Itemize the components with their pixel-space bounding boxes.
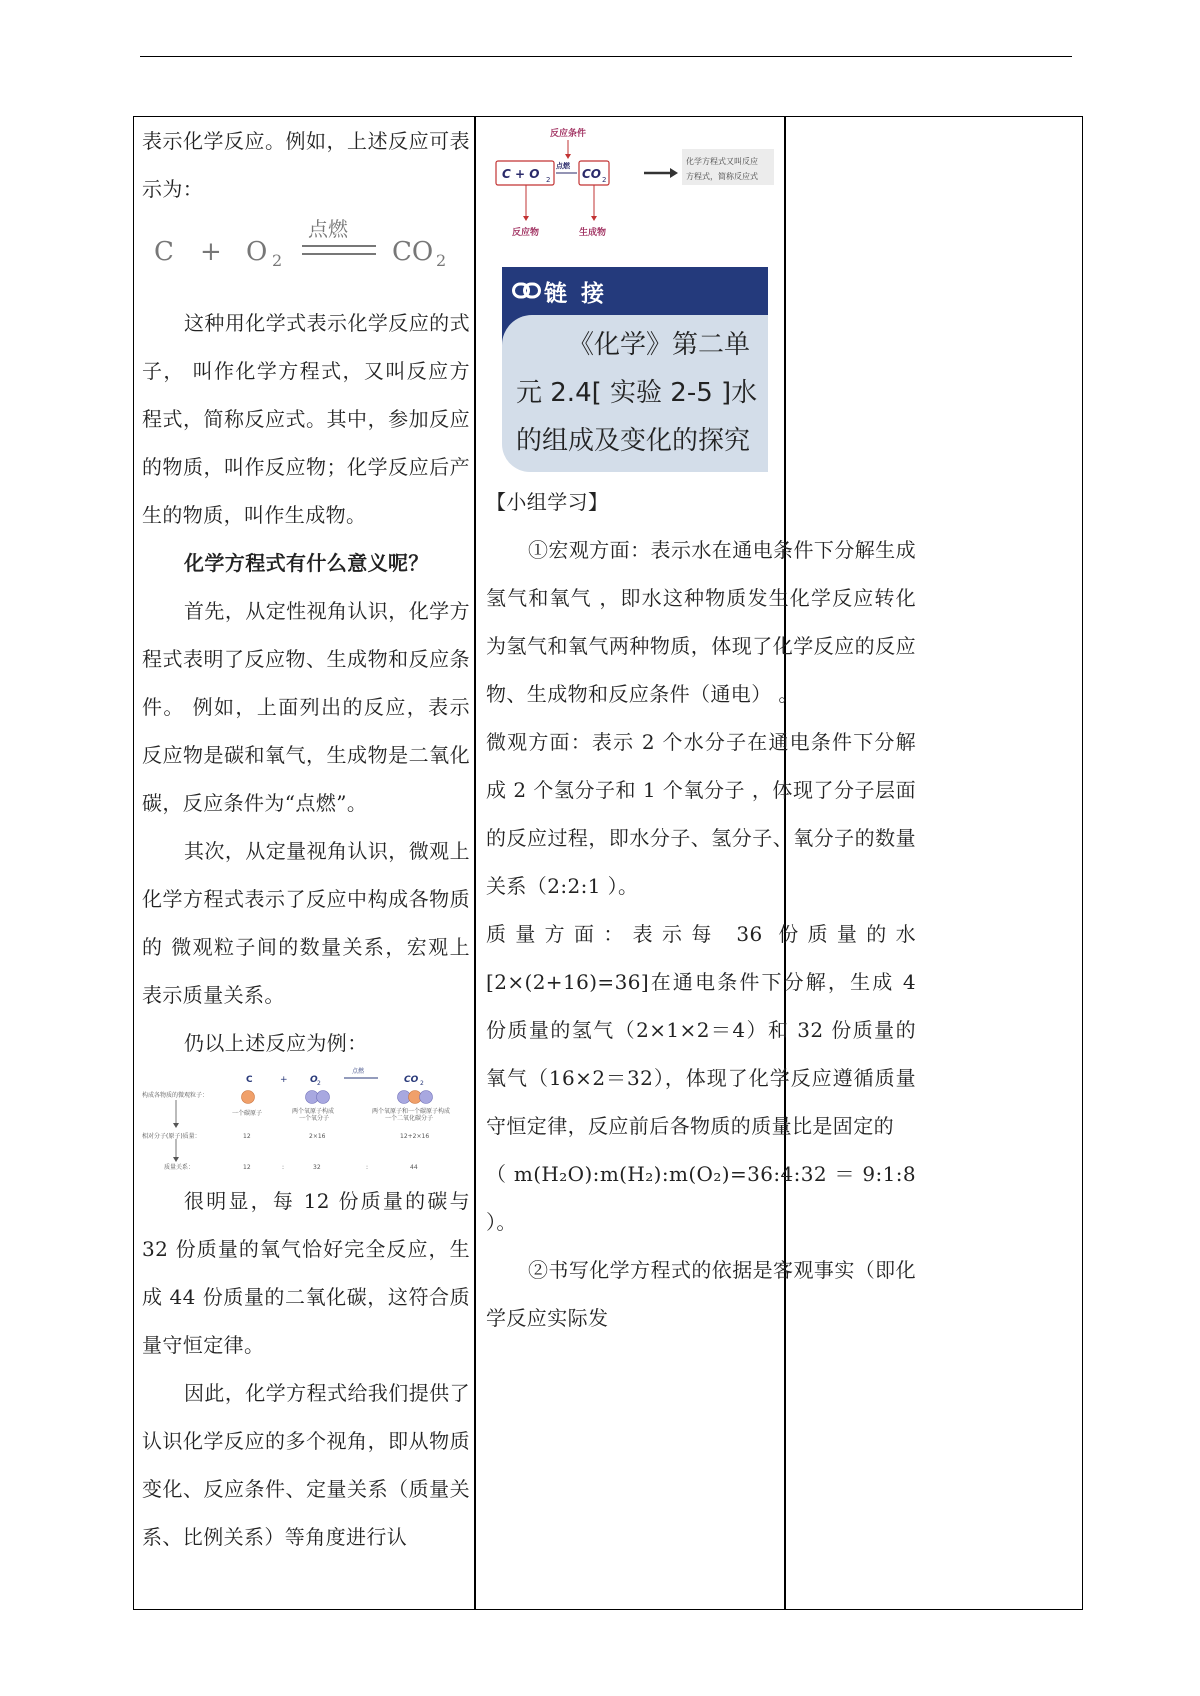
diag-ratio-o2: 32 (313, 1164, 321, 1171)
chemical-equation (142, 213, 470, 299)
fig-condition-label: 反应条件 (550, 129, 587, 139)
link-title: 链 接 (544, 281, 608, 307)
diag-o2: O (310, 1075, 318, 1085)
fig-product-arrowhead (591, 216, 597, 221)
teaching-content-column (142, 117, 470, 1609)
diag-co2-desc1: 两个氧原子和一个碳原子构成 (372, 1108, 451, 1115)
diag-c: C (246, 1075, 253, 1085)
micro-aspect-text: 微观方面：表示 2 个水分子在通电条件下分解成 2 个氢分子和 1 个氧分子 ，体现了分子层面的反应过程，即水分子、氢分子、氧分子的数量关系（2:2:1 ）。 (486, 730, 916, 898)
group-study-heading: 【小组学习】 (486, 490, 609, 514)
diag-ratio-co2: 44 (410, 1164, 418, 1171)
student-activity-column (486, 117, 916, 1609)
fig-product: CO (582, 167, 602, 181)
diag-mass-c: 12 (243, 1133, 251, 1140)
diag-colon-1: : (282, 1164, 285, 1171)
column-divider-1 (474, 117, 476, 1609)
intro-text: 表示化学反应。例如，上述反应可表示为： (142, 129, 470, 201)
meaning-question: 化学方程式有什么意义呢？ (184, 551, 429, 575)
writing-basis-text: ②书写化学方程式的依据是客观事实（即化学反应实际发 (486, 1258, 916, 1330)
diag-co2-sub: 2 (420, 1080, 424, 1087)
diag-co2: CO (404, 1075, 419, 1085)
fig-product-sub: 2 (602, 176, 607, 184)
eq-line-top (302, 245, 376, 247)
conclusion-text: 因此，化学方程式给我们提供了认识化学反应的多个视角，即从物质变化、反应条件、定量关系（质量关系、比例关系）等角度进行认 (142, 1381, 470, 1549)
mass-ratio-formula: （m(H₂O):m(H₂):m(O₂)=36:4:32＝9:1:8 ）。 (486, 1162, 916, 1234)
diag-mass-o2: 2×16 (309, 1133, 326, 1140)
fig-note-line2: 方程式，简称反应式 (686, 172, 758, 181)
header-rule (140, 56, 1072, 57)
diag-arrowhead-1 (173, 1123, 179, 1128)
eq-product-co2: CO (392, 237, 434, 267)
particle-diagram (142, 1067, 462, 1177)
eq-plus: + (200, 237, 222, 267)
carbon-atom (242, 1091, 255, 1104)
eq-reactant-o2: O (246, 237, 268, 267)
fig-reactants-sub: 2 (546, 176, 551, 184)
link-icon (512, 280, 542, 302)
eq-co2-sub: 2 (436, 251, 447, 270)
diag-colon-2: : (366, 1164, 369, 1171)
definition-text: 这种用化学式表示化学反应的式子， 叫作化学方程式，又叫反应方程式，简称反应式。其中，参加反应的物质，叫作反应物；化学反应后产生的物质，叫作生成物。 (142, 311, 470, 527)
diag-mass-co2: 12+2×16 (400, 1133, 430, 1140)
link-card (502, 267, 768, 472)
eq-reactant-c: C (154, 237, 174, 267)
mass-ratio-text: 很明显，每 12 份质量的碳与 32 份质量的氧气恰好完全反应，生成 44 份质量的二氧化碳，这符合质量守恒定律。 (142, 1189, 470, 1357)
fig-reactant-label: 反应物 (512, 228, 540, 238)
diag-row1-label: 构成各物质的微观粒子： (142, 1092, 209, 1099)
diag-o2-desc2: 一个氧分子 (299, 1115, 330, 1122)
co2-oxygen-2 (420, 1091, 433, 1104)
diag-row2-label: 相对分子(原子)质量： (142, 1133, 201, 1140)
eq-line-bottom (302, 253, 376, 255)
diag-o2-sub: 2 (317, 1080, 321, 1087)
quantitative-text: 其次，从定量视角认识，微观上化学方程式表示了反应中构成各物质的 微观粒子间的数量关系，宏观上表示质量关系。 (142, 839, 470, 1007)
link-body: 《化学》第二单元 2.4[ 实验 2-5 ]水的组成及变化的探究 (516, 330, 758, 456)
qualitative-text: 首先，从定性视角认识，化学方程式表明了反应物、生成物和反应条件。 例如，上面列出的反应，表示反应物是碳和氧气，生成物是二氧化碳，反应条件为“点燃”。 (142, 599, 470, 815)
equation-parts-figure (486, 121, 776, 245)
example-intro: 仍以上述反应为例： (184, 1031, 368, 1055)
diag-arrowhead-2 (173, 1157, 179, 1162)
diag-o2-desc1: 两个氧原子构成 (292, 1108, 335, 1115)
fig-reactants: C + O (502, 167, 540, 181)
macro-aspect-text: ①宏观方面：表示水在通电条件下分解生成氢气和氧气 ，即水这种物质发生化学反应转化为氢气和氧气两种物质，体现了化学反应的反应物、生成物和反应条件（通电） 。 (486, 538, 916, 706)
lesson-table (133, 116, 1083, 1610)
diag-row3-label: 质量关系： (164, 1164, 195, 1171)
diag-condition: 点燃 (352, 1068, 365, 1075)
diag-co2-desc2: 一个二氧化碳分子 (385, 1115, 434, 1122)
eq-condition: 点燃 (308, 217, 348, 241)
diag-ratio-c: 12 (243, 1164, 251, 1171)
mass-aspect-text: 质量方面：表示每 36 份质量的水[2×(2+16)=36]在通电条件下分解，生成 4 份质量的氢气（2×1×2＝4）和 32 份质量的氧气（16×2＝32），体现了化学反应遵循质量守恒定律，反应前后各物质的质量比是固定的 (486, 922, 916, 1138)
diag-plus: + (280, 1075, 288, 1085)
fig-reactant-arrowhead (523, 216, 529, 221)
fig-big-arrowhead (670, 168, 678, 178)
diag-c-desc: 一个碳原子 (232, 1110, 263, 1117)
fig-arrow-label: 点燃 (556, 162, 570, 170)
fig-note-line1: 化学方程式又叫反应 (686, 157, 758, 166)
oxygen-atom-2 (317, 1091, 330, 1104)
fig-condition-arrowhead (565, 154, 571, 159)
eq-o2-sub: 2 (272, 251, 283, 270)
fig-product-label: 生成物 (579, 228, 607, 238)
